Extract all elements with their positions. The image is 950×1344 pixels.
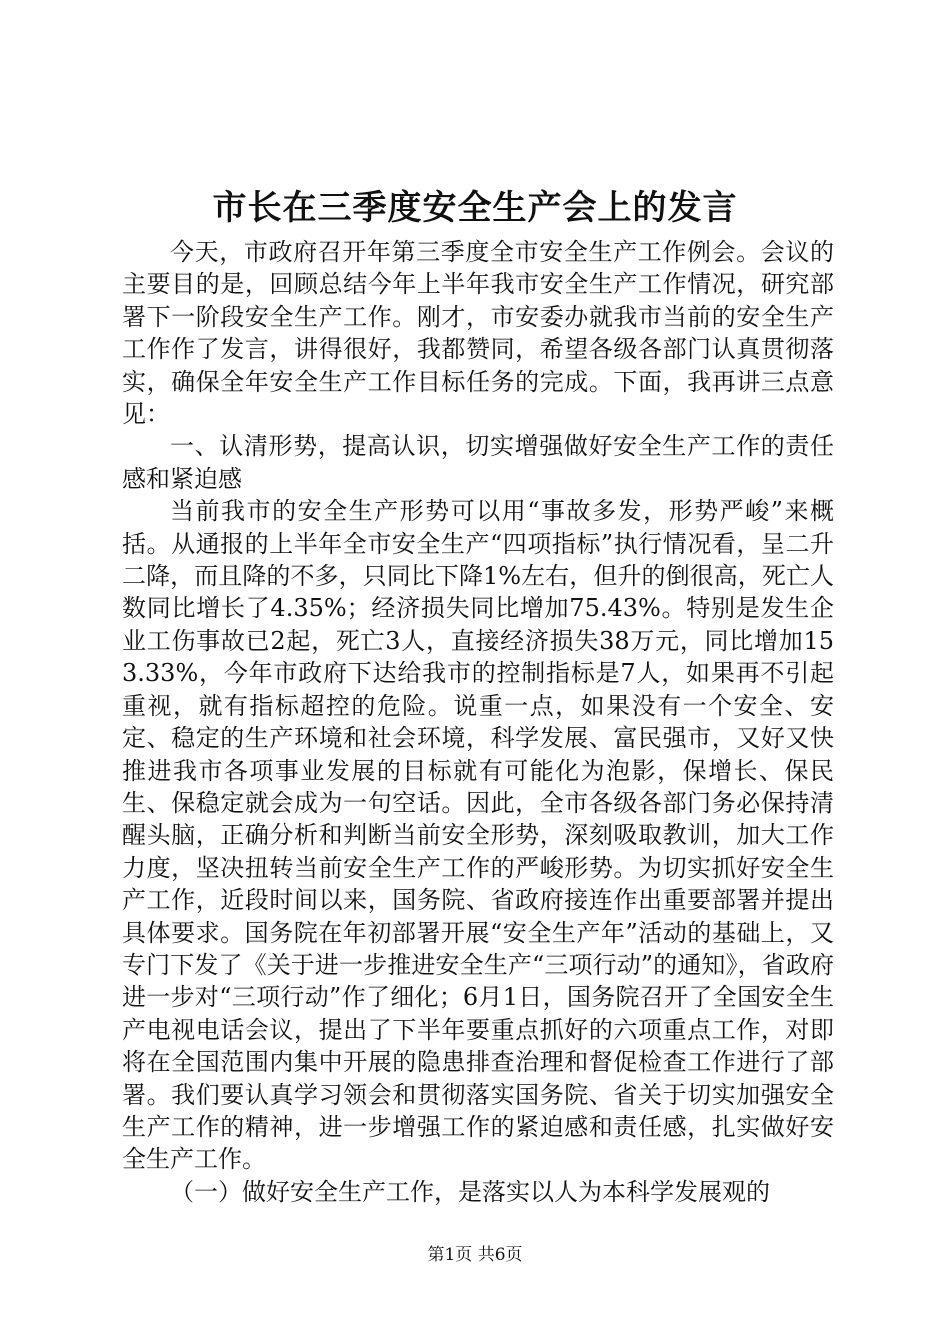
section-heading-1: 一、认清形势，提高认识，切实增强做好安全生产工作的责任感和紧迫感 [122,432,834,493]
page-footer: 第1页 共6页 [427,1245,523,1265]
document-title: 市长在三季度安全生产会上的发言 [212,188,738,228]
subsection-heading-1: （一）做好安全生产工作，是落实以人为本科学发展观的 [170,1177,770,1206]
paragraph-situation: 当前我市的安全生产形势可以用“事故多发，形势严峻”来概括。从通报的上半年全市安全生产“四项指标”执行情况看，呈二升二降，而且降的不多，只同比下降1%左右，但升的倒很高，死亡人数同比增长了4.35%；经济损失同比增加75.43%。特别是发生企业工伤事故已2起，死亡3人，直接经济损失38万元，同比增加153.33%，今年市政府下达给我市的控制指标是7人，如果再不引起重视，就有指标超控的危险。说重一点，如果没有一个安全、安定、稳定的生产环境和社会环境，科学发展、富民强市，又好又快推进我市各项事业发展的目标就有可能化为泡影，保增长、保民生、保稳定就会成为一句空话。因此，全市各级各部门务必保持清醒头脑，正确分析和判断当前安全形势，深刻吸取教训，加大工作力度，坚决扭转当前安全生产工作的严峻形势。为切实抓好安全生产工作，近段时间以来，国务院、省政府接连作出重要部署并提出具体要求。国务院在年初部署开展“安全生产年”活动的基础上，又专门下发了《关于进一步推进安全生产“三项行动”的通知》，省政府进一步对“三项行动”作了细化；6月1日，国务院召开了全国安全生产电视电话会议，提出了下半年要重点抓好的六项重点工作，对即将在全国范围内集中开展的隐患排查治理和督促检查工作进行了部署。我们要认真学习领会和贯彻落实国务院、省关于切实加强安全生产工作的精神，进一步增强工作的紧迫感和责任感，扎实做好安全生产工作。 [122,497,834,1174]
paragraph-intro: 今天，市政府召开年第三季度全市安全生产工作例会。会议的主要目的是，回顾总结今年上半年我市安全生产工作情况，研究部署下一阶段安全生产工作。刚才，市安委办就我市当前的安全生产工作作了发言，讲得很好，我都赞同，希望各级各部门认真贯彻落实，确保全年安全生产工作目标任务的完成。下面，我再讲三点意见： [122,238,834,429]
document-body [122,236,834,1208]
